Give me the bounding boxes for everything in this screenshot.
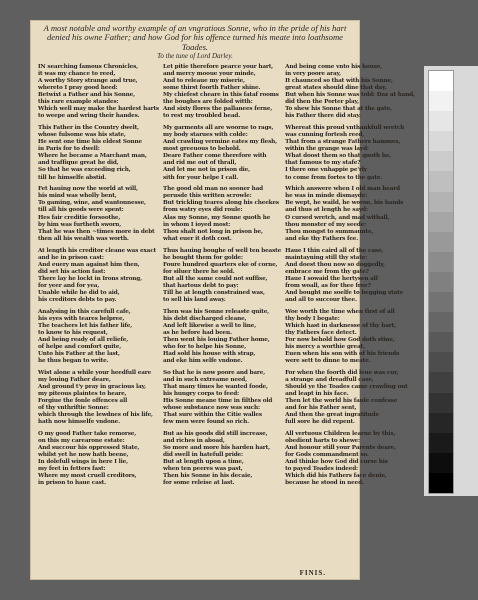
verse-line: It chaunced so that with his Sonne, [285,78,393,85]
verse-line: within the grange was layd: [285,146,369,153]
verse-line: his creditors debts to pay. [38,296,117,303]
verse-line: IN searching famous Chronicles, [38,64,138,70]
verse-line: because he stood in need. [285,480,364,487]
verse-line: whereto I pray good heed: [38,85,118,92]
tune-line: To the tune of Lord Darley. [157,52,233,61]
verse-line: His Sonne meane time in filthes old [163,398,273,405]
verse-line: as he before had been. [163,329,232,336]
verse-line: and traffique great he did, [38,160,119,167]
verse-line: Unable while he did to aid, [38,289,120,296]
stanza [285,431,415,487]
verse-line: Then his Sonne in his decaie, [163,473,253,480]
stanza [285,248,415,304]
verse-line: most greeuous to behold. [163,146,241,153]
finis-mark: FINIS. [299,569,326,577]
verse-line: was cunning fortesh reed, [285,132,365,139]
verse-line: And being ready of all reliefe, [38,336,129,343]
verse-line: Thus hauing boughe of well ten beaste [163,247,282,254]
verse-line: My garments all are woorne to rags, [163,125,274,132]
stanza [285,125,415,181]
verse-line: But at length upon a time, [163,459,244,466]
verse-line: for Gods commandment so. [285,452,369,459]
verse-line: But as his goods did still increase, [163,431,268,438]
verse-line: To gaming, wine, and wantonnesse, [38,200,146,207]
gray-swatch [429,252,453,272]
verse-line: of thy vnthriftie Sonne: [38,405,109,412]
verse-line: were sett to dinne to meate. [285,358,371,365]
stanza [285,309,415,365]
verse-line: And sixty flores the pallanees ferne, [163,106,273,113]
gray-swatch [429,272,453,292]
stanza [38,248,159,304]
verse-line: this rare example standes: [38,99,119,106]
verse-line: my feet in fetters fast: [38,466,106,473]
gray-swatch [429,352,453,372]
verse-line: from watry eyes did roule: [163,207,243,214]
verse-line: Betwixt a Father and his Sonne, [38,92,135,99]
verse-line: to rest my troubled head. [163,113,241,120]
verse-line: Deare Father come therefore with [163,153,267,160]
verse-line: Haue I sowaid the hertysen all [285,275,378,282]
verse-line: This Father in the Country dwelt, [38,125,139,132]
gray-swatch [429,91,453,111]
verse-line: till all his goods were spent: [38,207,124,214]
verse-line: some thirst foorth Father shine. [163,85,261,92]
verse-line: when ten peeres was past, [163,466,243,473]
verse-line: There lay he lockt in Irons strong, [38,275,142,282]
verse-line: And crawling vermine eates my flesh, [163,139,277,146]
verse-line: to payed Toades indeed: [285,466,359,473]
stanza [163,370,281,426]
verse-line: and in such extreame need, [163,376,247,383]
verse-column [38,64,159,566]
verse-line: Thou mongst to summaunte, [285,228,374,235]
verse-line: my body starues with colde: [163,132,248,139]
gray-swatch [429,413,453,433]
verse-line: whose substance now was such: [163,405,260,412]
gray-swatch [429,473,453,493]
verse-line: Should ye the Toades came crawling out [285,383,408,390]
verse-line: for siluer there he sold. [163,268,235,275]
verse-line: the boughes are folded witth: [163,99,253,106]
verse-line: he was in minde dismayde: [285,193,368,200]
verse-line: Which hast in darknesse of thy hart, [285,322,396,329]
verse-line: did then the Porter play, [285,99,359,106]
verse-line: And succour his oppressed State, [38,445,140,452]
verse-line: Which well may make the hardest harts [38,106,159,113]
stanza [38,370,159,426]
verse-line: Thou shalt not long in prison be, [163,228,263,235]
verse-line: full sore he did repent. [285,419,355,426]
stanza [285,64,415,120]
verse-line: Till he at length constrained was, [163,289,265,296]
verse-line: that hartous debt to pay: [163,282,239,289]
verse-line: Then went his louing Father home, [163,336,270,343]
verse-line: All vertuous Children learne by this, [285,431,396,438]
verse-line: his hungry corps to feed: [163,391,239,397]
verse-line: thou monster of my seede: [285,221,367,228]
verse-line: Wist alone a while your heedfull eare [38,369,152,376]
gray-swatch [429,151,453,171]
verse-line: in Paris for to dwell: [38,146,100,153]
verse-line: For now behold how God doth stine, [285,336,395,343]
verse-line: That from a strange Fathers hammes, [285,139,401,146]
verse-line: his mercy a worthie great, [285,343,365,350]
verse-line: Where he became a Marchant man, [38,153,147,160]
verse-line: great states should dine that day. [285,85,387,92]
verse-line: thy Fathers face detect. [285,329,357,336]
verse-line: of helpe and comfort quite, [38,343,122,350]
verse-line: That he was then ~times more in debt [38,228,155,235]
verse-line: So more and more his harden hart, [163,445,270,452]
verse-line: Whereat this proud vnthankfull wretch [285,125,405,132]
verse-line: My chiefest cheare in this fataf rooms [163,92,279,99]
gray-swatch [429,332,453,352]
verse-line: who for to helpe his Sonne, [163,343,247,350]
verse-line: And bought me soelfe to begging state [285,289,404,296]
stanza [163,64,281,120]
verse-line: in very poore aray, [285,71,341,78]
verse-line: Be wept, he waild, he worne, his hands [285,200,404,207]
verse-line: Hes fair creditie forsoothe, [38,214,121,221]
stanza [163,186,281,242]
verse-line: which through the lewdnes of his life, [38,412,153,419]
verse-line: A worthy Story strange and true, [38,78,138,85]
verse-line: And honour still your Parents deare, [285,445,396,452]
verse-line: Unto his Father at the last, [38,350,120,357]
verse-line: For when the foorth did leue was cur, [285,369,399,376]
gray-swatch [429,433,453,453]
verse-line: And thinke how God did curse his [285,459,388,466]
verse-line: from woall, as for thee free? [285,282,371,289]
verse-line: by him was furtheth sworn, [38,221,122,228]
ballad-title [38,24,352,62]
verse-line: embrace me from thy gate? [285,268,369,275]
verse-line: And being come vnto his house, [285,64,383,70]
verse-line: Then was his Sonne releaste quite, [163,308,270,315]
verse-line: What doost them so that quoth he, [285,153,392,160]
verse-line: That sure within the Citie walles [163,412,262,419]
verse-line: and he in prison cast: [38,254,104,261]
verse-line: and leapt in his face. [285,391,349,397]
verse-line: sith for your helpe I call. [163,174,239,181]
verse-line: But all the same could not suffise, [163,275,268,282]
stanza [163,125,281,181]
gray-swatch [429,111,453,131]
verse-line: Had sold his house with strap, [163,350,256,357]
gray-swatch [429,232,453,252]
title-text: A most notable and worthy example of an vngratious Sonne, who in the pride of his hart denied his owne Father; and how God for his offence turned his meate into loathsome Toades. [43,23,347,52]
gray-swatch [429,372,453,392]
stanza [38,186,159,242]
verse-line: to know to his request, [38,329,108,336]
verse-line: and thus at length he sayd: [285,207,368,214]
broadside-sheet [30,20,415,580]
verse-line: did swell in hatefull pride: [163,452,243,459]
stanza [163,431,281,487]
verse-column [163,64,281,566]
verse-line: and eke thy Fathers fee. [285,235,359,242]
verse-line: maintayning still thy state: [285,254,368,261]
verse-line: he thus began to write. [38,358,109,365]
gray-swatch [429,192,453,212]
verse-line: O my good Father take remorse, [38,431,137,438]
verse-line: thy body I begate: [285,315,340,322]
verse-line: To shew his Sonne that at the gate, [285,106,392,113]
verse-line: Which did his Fathers face denie, [285,473,387,480]
verse-line: And let me not in prison die, [163,167,250,174]
verse-line: Alas my Sonne, my Sonne quoth he [163,214,271,221]
verse-line: O cursed wretch, and mad withall, [285,214,390,221]
verse-line: And to releaue my miserie, [163,78,245,85]
gray-swatch [429,171,453,191]
verse-line: Euen when his son with of his friends [285,350,400,357]
verse-line: and eke him selfe vndone. [163,358,243,365]
verse-line: to sell his land away. [163,296,226,303]
verse-line: my piteous plaintes to heare, [38,391,127,397]
verse-line: and mercy mooue your minde, [163,71,256,78]
verse-line: whose fulsome was his state, [38,132,126,139]
verse-line: The teachers let his father life, [38,322,133,329]
verse-line: And left likewise a well to line, [163,322,257,329]
ballad-columns [38,64,415,566]
verse-line: and rid me out of thrall, [163,160,237,167]
gray-swatch [429,71,453,91]
verse-line: In dolefull wings in here I lie, [38,459,128,466]
verse-line: a strange and dreadfull case, [285,376,374,383]
verse-line: Woe worth the time when first of all [285,308,395,315]
verse-line: At length his creditor cleane was exact [38,247,157,254]
grayscale-color-bar [428,70,454,494]
verse-line: and for his Father sent, [285,405,357,412]
verse-line: did set his action fast: [38,268,106,275]
verse-line: But when his Sonne was told: Daz at hand, [285,92,415,99]
verse-line: hath now himselfe vndone. [38,419,120,426]
verse-column [285,64,415,566]
verse-line: till he himselfe abstid. [38,174,107,181]
verse-line: And then the great ingratitude [285,412,379,419]
verse-line: for yeer and for yea, [38,282,100,289]
verse-line: for some releise at last. [163,480,235,487]
verse-line: his Father there did stay. [285,113,361,120]
verse-line: and all to succour thee. [285,296,357,303]
gray-swatch [429,453,453,473]
gray-swatch [429,312,453,332]
verse-line: to come from fortes to the gate. [285,174,383,181]
verse-line: Analysing in this carefull cafe, [38,308,131,315]
verse-line: So that he is now poore and bare, [163,369,266,376]
gray-swatch [429,292,453,312]
verse-line: And doest thou now so doggedly, [285,261,385,268]
verse-line: Let pitie therefore pearce your hart, [163,64,274,70]
stanza [163,309,281,365]
verse-line: what euer it doth cost. [163,235,232,242]
verse-line: in whom I ioyed most: [163,221,231,228]
verse-line: in prison to haue cast. [38,480,106,487]
verse-line: few men were found so rich. [163,419,249,426]
stanza [38,125,159,181]
stanza [38,431,159,487]
verse-line: I there one vnhappie pe'rly [285,167,367,174]
gray-swatch [429,212,453,232]
verse-line: Then let the world his faule confesse [285,398,398,405]
verse-line: his eyes with teares belpree, [38,315,125,322]
verse-line: obedient harts to shewe: [285,438,360,445]
verse-line: then all his wealth was worth. [38,235,129,242]
gray-swatch [429,131,453,151]
verse-line: on this my carearone estate: [38,438,125,445]
stanza [285,186,415,242]
stanza [163,248,281,304]
verse-line: So that he was exceeding rich, [38,167,131,174]
verse-line: Foure hundred quarters eke of corne, [163,261,278,268]
verse-line: his mind was wholly bent, [38,193,117,200]
stanza [38,309,159,365]
verse-line: But trickling teares along his cheekes [163,200,279,207]
verse-line: And euery man against him then, [38,261,140,268]
verse-line: my louing Father deare, [38,376,111,383]
verse-line: to weepe and wring their handes. [38,113,140,120]
verse-line: perusde this written scrowle: [163,193,252,200]
verse-line: Where my most cruell creditors, [38,473,137,480]
verse-line: He sent one time his eldest Sonne [38,139,142,146]
verse-line: Fet hauing now the world at will, [38,186,138,193]
verse-line: Forgiue the fonle offences all [38,398,128,405]
verse-line: that famous to my stafe? [285,160,361,167]
gray-swatch [429,393,453,413]
verse-line: And ground t'y pray in gracious lay, [38,383,146,390]
verse-line: Which answere when I old man heard [285,186,400,193]
verse-line: whilst yet he now hath beene, [38,452,129,459]
stanza [38,64,159,120]
verse-line: That many times he wanted foode, [163,383,268,390]
verse-line: Haue I thin caird all of the case, [285,247,384,254]
verse-line: he bought them for golde: [163,254,243,261]
verse-line: The good old man no sooner had [163,186,263,193]
verse-line: his debt discharged cleane, [163,315,247,322]
verse-line: and riches in aboad, [163,438,225,445]
verse-line: it was my chance to reed, [38,71,116,78]
stanza [285,370,415,426]
